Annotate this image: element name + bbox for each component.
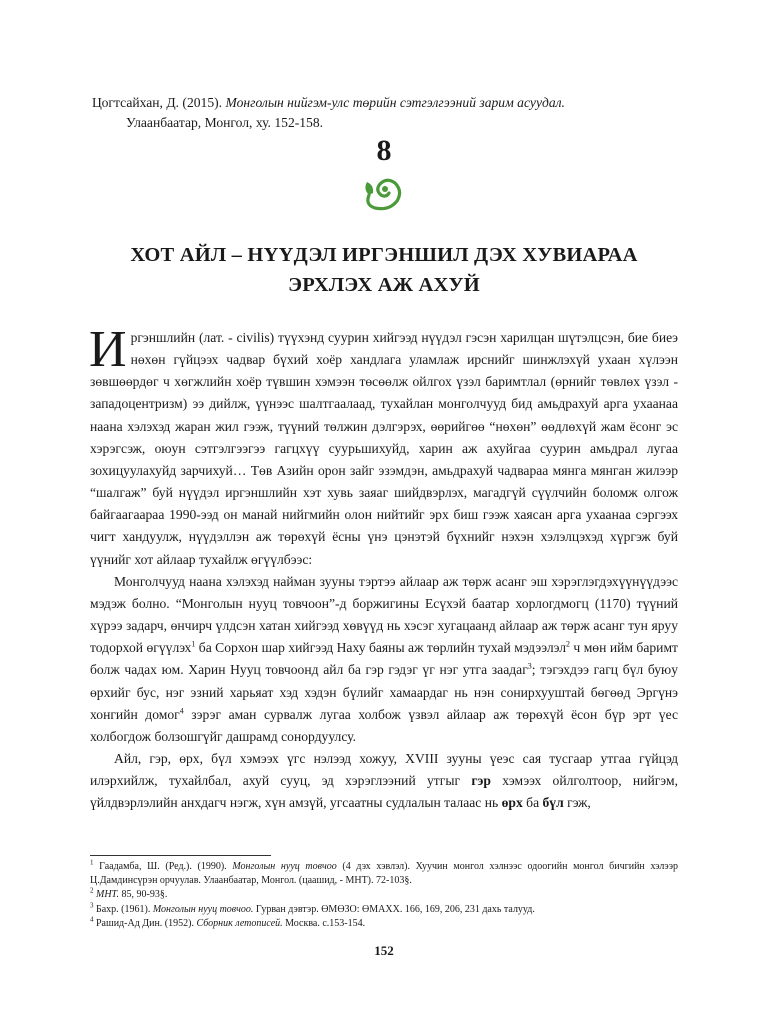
chapter-title-line-1: ХОТ АЙЛ – НҮҮДЭЛ ИРГЭНШИЛ ДЭХ ХУВИАРАА [130, 244, 638, 266]
reference-line-1: Цогтсайхан, Д. (2015). Монголын нийгэм-улс төрийн сэтгэлгээний зарим асуудал. [92, 95, 565, 110]
footnote-3: $^3$ Бахр. (1961). Монголын нууц товчоо. Гурван дэвтэр. ӨМӨЗО: ӨМАХХ. 166, 169, 206, 231 дахь талууд. [90, 901, 535, 915]
footnote-ref-1[interactable]: 1 [191, 639, 196, 649]
footnote-ref-4[interactable]: 4 [179, 706, 184, 716]
reference-line-2: Улаанбаатар, Монгол, ху. 152-158. [126, 115, 324, 130]
chapter-title-line-2: ЭРХЛЭХ АЖ АХУЙ [288, 274, 480, 296]
paragraph-3: Айл, гэр, өрх, бүл хэмээх үгс нэлээд хожуу, XVIII зууны үеэс сая тусгаар утгаа гүйцэд илэрхийлж, тухайлбал, ахуй сууц, эд хэрэглээний утгыг гэр хэмээх ойлголтоор, нийгэм, үйлдвэрлэлийн анхдагч нэгж, хүн амзүй, угсаатны судлалын талаас нь өрх ба бүл гэж, [90, 750, 679, 811]
green-swirl-leaf-icon [361, 175, 407, 213]
footnote-4: $^4$ Рашид-Ад Дин. (1952). Сборник летописей. Москва. с.153-154. [90, 915, 366, 929]
paragraph-2: Монголчууд наана хэлэхэд найман зууны тэртээ айлаар аж төрж асанг эш хэрэглэгдэхүүнүүдээс мэдэж болно. “Монголын нууц товчоон”-д боржигины Есүхэй баатар хорлогдмогц (1170) түүний хүрээ задарч, өнчирч үлдсэн хатан хийгээд хөвүүд нь хэсэг хугацаанд айлаар аж төрж асанг тун яруу тодорхой өгүүлэх$^1$ ба Сорхон шар хийгээд Наху баяны аж төрлийн тухай мэдээлэл$^2$ ч мөн ийм баримт болж чадах юм. Харин Нууц товчоонд айл ба гэр гэдэг үг нэг утга заадаг$^3$; тэгэхдээ гагц бүл буюу өрхийг бус, нэг эзний харьяат хэд хэдэн бүлийг хамаардаг нь нэн сонирхууштай бөгөөд Эргүнэ хонгийн домог$^4$ зэрэг аман сурвалж лугаа холбож үзвэл айлаар аж төрөхүй ёсон бүр эрт үес холбогдож болзошгүйг дашрамд сонордуулсу. [90, 573, 679, 744]
footnote-ref-3[interactable]: 3 [527, 661, 532, 671]
page-number: 152 [374, 943, 394, 958]
drop-cap: И [89, 321, 127, 378]
body-text [89, 321, 679, 814]
bibliographic-reference [92, 93, 692, 133]
footnote-divider [90, 855, 271, 856]
chapter-title [90, 240, 678, 300]
chapter-number: 8 [376, 134, 392, 167]
footnote-ref-2[interactable]: 2 [565, 639, 570, 649]
footnote-1: $^1$ Гаадамба, Ш. (Ред.). (1990). Монголын нууц товчоо (4 дэх хэвлэл). Хуучин монгол хэлнээс одоогийн монгол бичгийн хэлээр Ц.Дамдинсүрэн орчуулав. Улаанбаатар, Монгол. (цаашид, - МНТ). 72-103§. [90, 858, 678, 887]
paragraph-1: Иргэншлийн (лат. - civilis) түүхэнд суурин хийгээд нүүдэл гэсэн харилцан шүтэлцсэн, бие биеэ нөхөн гүйцээх чадвар бүхий хоёр хандлага уламлаж ирснийг шинжлэхүй ухаан хүлээн зөвшөөрдөг ч хөгжлийн хоёр түвшин хэмээн төсөөлж ойлгох үзэл баримтлал (өрнийг төвлөх үзэл - западоцентризм) ээ дийлж, үүнээс шалтгаалаад, тухайлан монголчууд бид амьдрахуй арга ухаанаа наана хэлэхэд жаран жил гээж, түүний төлжин дэлгэрэх, өөрийгөө “нөхөн” өөдлөхүй жам ёсонг эс хэрэгсэж, оюун сэтгэлгээгээ гагцхүү суурьшихуйд, харин аж ахуйгаа суурин амьдрал лугаа зохицуулахуйд зарчихуй… Төв Азийн орон зайг эзэмдэн, амьдрахуй чадвараа мянга мянган жилээр “шалгаж” буй нүүдэл иргэншлийн хэт хувь заяаг шийдвэрлэх, магадгүй сүүлчийн боломж олгож байгаагаараа 1990-ээд он манай нийгмийн олон нийтийг эрх биш гээж хаясан арга ухаанаа сэргээх чигт хандуулж, нүүдэллэн аж төрөхүй ёсны үнэ цэнэтэй бүхнийг нэхэн хэлэлцэхэд хүргэж буй үүнийг хот айлаар тухайлж өгүүлбээс: [89, 321, 678, 567]
footnotes [90, 860, 678, 931]
footnote-2: $^2$ МНТ. 85, 90-93§. [90, 887, 168, 901]
